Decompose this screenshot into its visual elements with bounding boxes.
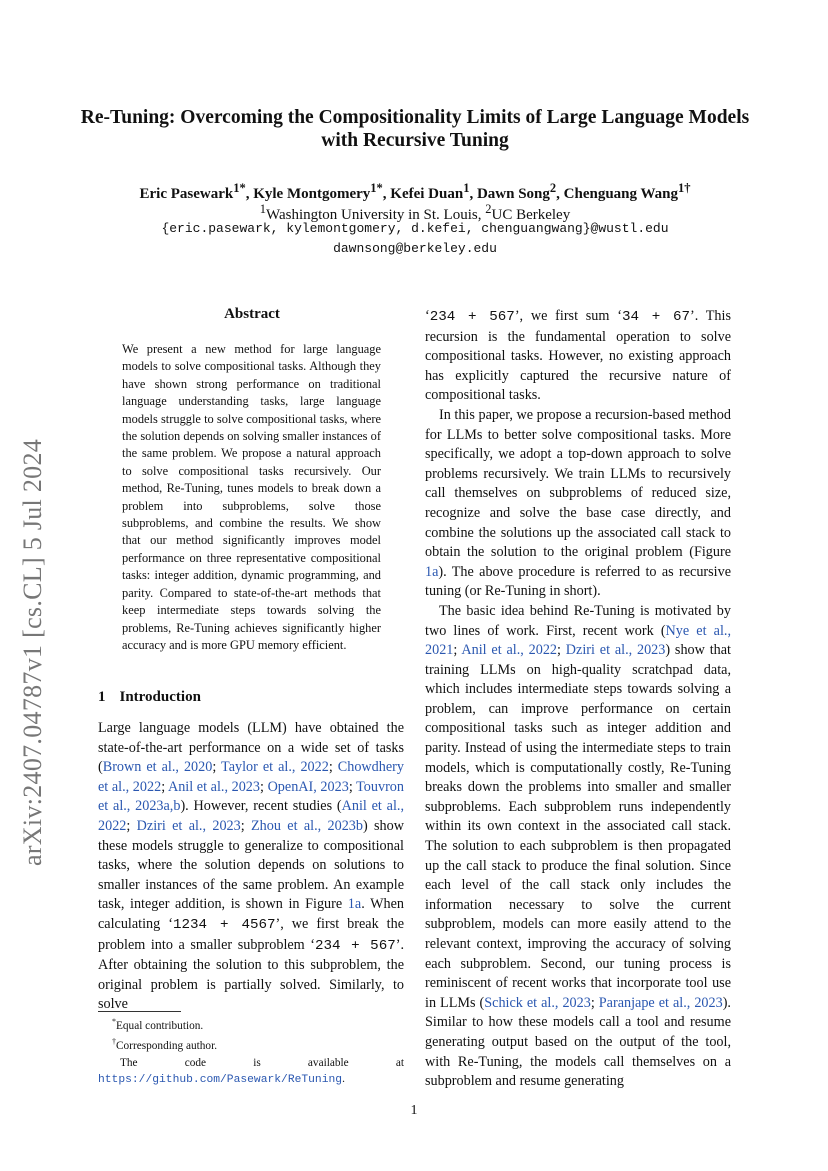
citation-link[interactable]: OpenAI, 2023 (267, 778, 349, 795)
footnote: The code is available at https://github.com/Pasewark/ReTuning. (98, 1056, 404, 1087)
figure-reference-link[interactable]: 1a (425, 563, 439, 580)
citation-link[interactable]: Nye et al., 2021 (425, 622, 731, 659)
footnotes (98, 1014, 404, 1089)
inline-code: 234 + 567 (315, 937, 396, 954)
paragraph: In this paper, we propose a recursion-based method for LLMs to better solve compositional tasks. More specifically, we adopt a top-down approach to solve problems recursively. We train LLMs to recursively call themselves on subproblems of reduced size, recognize and solve the base case directly, and combine the solutions up the associated call stack to obtain the solution to the original problem (Figure 1a). The above procedure is referred to as recursive tuning (or Re-Tuning in short). (425, 406, 731, 600)
footnote: *Equal contribution. (112, 1017, 204, 1032)
section-heading-introduction (98, 689, 201, 706)
citation-link[interactable]: Chowdhery et al., 2022 (98, 759, 404, 795)
figure-reference-link[interactable]: 1a (347, 896, 362, 913)
right-column (425, 307, 731, 1092)
citation-link[interactable]: Dziri et al., 2023 (136, 817, 241, 834)
footnote-divider (98, 1011, 181, 1012)
citation-link[interactable]: Touvron et al., 2023a,b (98, 778, 404, 815)
citation-link[interactable]: Anil et al., 2022 (461, 642, 558, 659)
paragraph: Large language models (LLM) have obtained the state-of-the-art performance on a wide set of tasks (Brown et al., 2020; Taylor et al., 2022; Chowdhery et al., 2022; Anil et al., 2023; OpenAI, 2023; Touvron et al., 2023a,b). However, recent studies (Anil et al., 2022; Dziri et al., 2023; Zhou et al., 2023b) show these models struggle to generalize to compositional tasks, where the solution depends on solutions to smaller instances of the same problem. An example task, integer addition, is shown in Figure 1a. When calculating ‘1234 + 4567’, we first break the problem into a smaller subproblem ‘234 + 567’. After obtaining the solution to this subproblem, the original problem is partially solved. Similarly, to solve (98, 720, 405, 1013)
affiliations: $^1$Washington University in St. Louis, $^2$UC Berkeley (259, 202, 571, 223)
introduction-left-column (98, 719, 404, 1015)
section-number: 1 (98, 689, 106, 705)
citation-link[interactable]: Dziri et al., 2023 (565, 642, 666, 659)
section-title: Introduction (119, 689, 201, 705)
paper-title: Re-Tuning: Overcoming the Compositionality Limits of Large Language Models with Recursive Tuning (80, 107, 750, 151)
inline-code: 234 + 567 (429, 309, 515, 325)
citation-link[interactable]: Brown et al., 2020 (102, 759, 213, 776)
code-repository-link[interactable]: https://github.com/Pasewark/ReTuning (98, 1074, 343, 1087)
abstract-body: We present a new method for large language models to solve compositional tasks. Although they have shown strong performance on traditional language understanding tasks, large language models struggle to solve compositional tasks, where the solution depends on solving smaller instances of the same problem. We propose a natural approach to solve compositional tasks recursively. Our method, Re-Tuning, tunes models to break down a problem into subproblems, solve those subproblems, and combine the results. We show that our method significantly improves model performance on three representative compositional tasks: integer addition, dynamic programming, and parity. Compared to state-of-the-art methods that keep intermediate steps towards solving the problems, Re-Tuning achieves significantly higher accuracy and is more GPU memory efficient. (122, 342, 381, 652)
email-line: dawnsong@berkeley.edu (333, 241, 497, 256)
citation-link[interactable]: Anil et al., 2022 (98, 798, 404, 834)
inline-code: 1234 + 4567 (172, 916, 276, 933)
abstract-heading: Abstract (224, 306, 280, 322)
author-emails (60, 219, 770, 259)
author-list: Eric Pasewark$^{1*}$, Kyle Montgomery$^{1*}$, Kefei Duan$^1$, Dawn Song$^2$, Chenguang Wang$^{1\dagger}$ (139, 181, 691, 202)
email-line: {eric.pasewark, kylemontgomery, d.kefei, chenguangwang}@wustl.edu (161, 221, 669, 236)
citation-link[interactable]: Zhou et al., 2023b (251, 817, 363, 834)
arxiv-identifier-stamp: arXiv:2407.04787v1 [cs.CL] 5 Jul 2024 (18, 438, 47, 866)
citation-link[interactable]: Schick et al., 2023 (484, 994, 591, 1011)
paragraph: ‘234 + 567’, we first sum ‘34 + 67’. This recursion is the fundamental operation to solve compositional tasks. However, no existing approach has explicitly captured the recursive nature of compositional tasks. (425, 308, 731, 404)
citation-link[interactable]: Taylor et al., 2022 (221, 759, 329, 776)
page-number: 1 (410, 1103, 418, 1118)
citation-link[interactable]: Anil et al., 2023 (167, 778, 260, 795)
footnote: †Corresponding author. (112, 1037, 218, 1053)
citation-link[interactable]: Paranjape et al., 2023 (598, 994, 723, 1011)
paragraph: The basic idea behind Re-Tuning is motivated by two lines of work. First, recent work (Nye et al., 2021; Anil et al., 2022; Dziri et al., 2023) show that training LLMs on high-quality scratchpad data, which includes intermediate steps towards solving a problem, can improve performance on certain compositional tasks such as integer addition and parity. Instead of using the intermediate steps to train models, which is computationally costly, Re-Tuning breaks down the problems into smaller and smaller subproblems. Each subproblem runs independently within its own context in the associated call stack. The solution to each subproblem is then propagated up the call stack to produce the final solution. Since each level of the call stack only includes the information necessary to solve the current subproblem, models can more easily attend to the relevant context, improving the accuracy of solving each subproblem. Second, our tuning process is reminiscent of recent works that incorporate tool use in LLMs (Schick et al., 2023; Paranjape et al., 2023). Similar to how these models call a tool and resume generating output based on the output of the tool, with Re-Tuning, the models call themselves on a subproblem and resume generating (425, 602, 731, 1090)
inline-code: 34 + 67 (621, 309, 690, 325)
